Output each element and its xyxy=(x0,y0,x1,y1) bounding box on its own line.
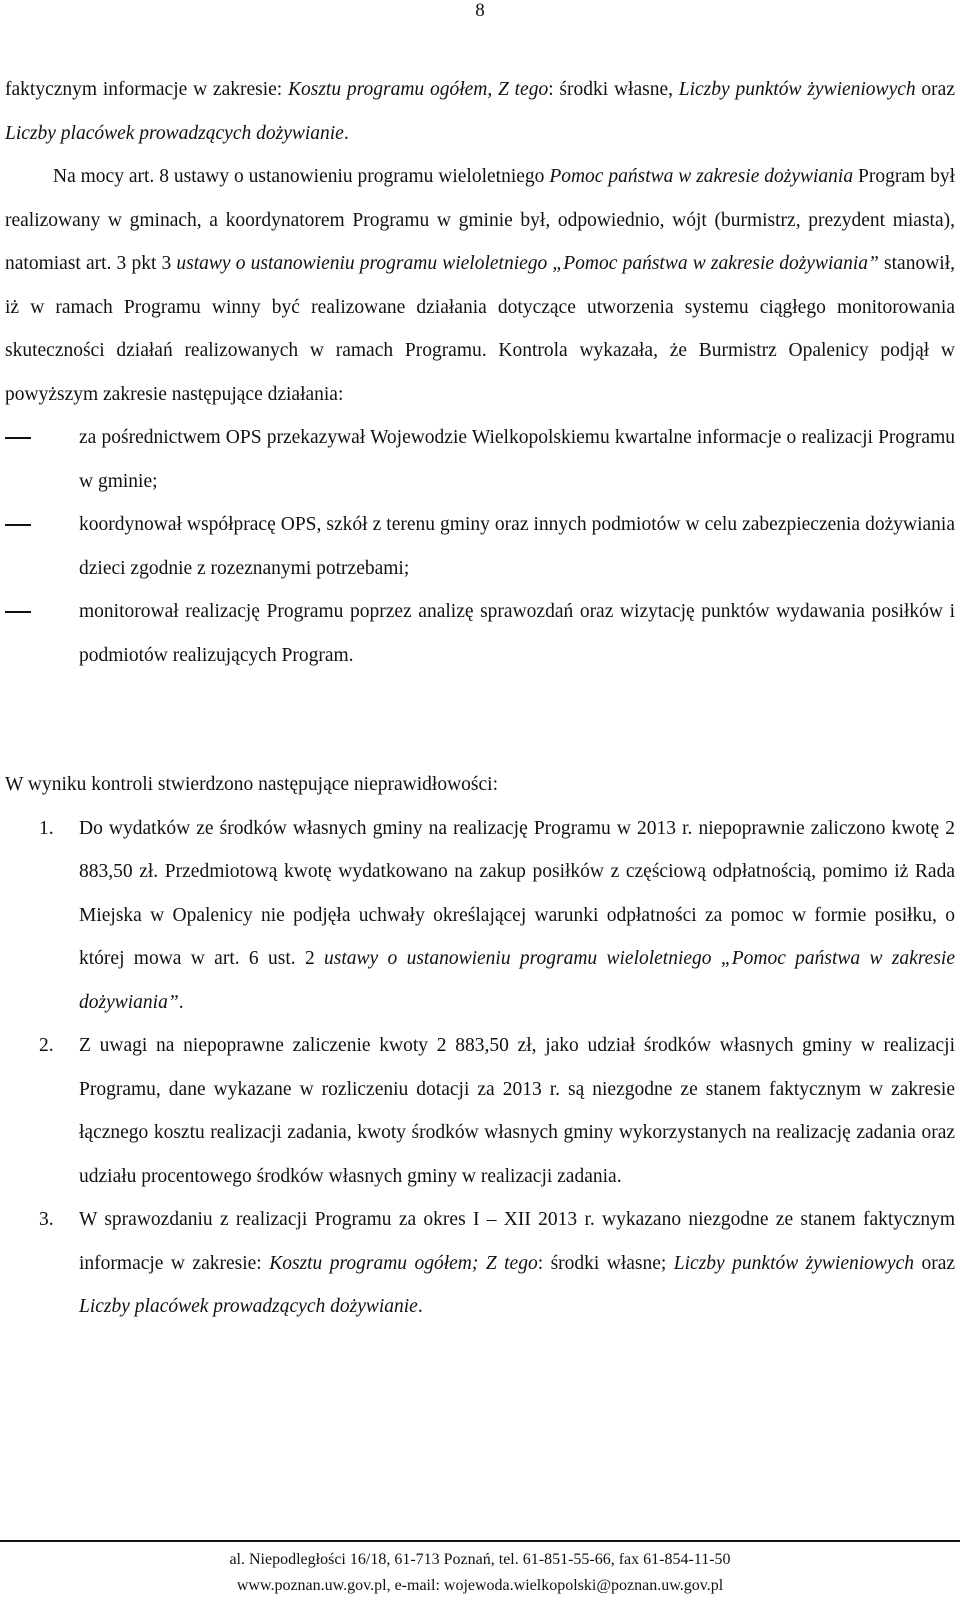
finding-text: . xyxy=(178,991,184,1013)
finding-item xyxy=(5,1024,955,1198)
dash-bullet-icon xyxy=(5,437,31,439)
finding-text: : środki własne; xyxy=(537,1252,674,1274)
finding-text: W sprawozdaniu z realizacji Programu za okres I – XII 2013 r. wykazano niezgodne ze stanem faktycznym informacje w zakresie: xyxy=(79,1209,955,1274)
actions-list xyxy=(5,416,955,677)
list-item-text: koordynował współpracę OPS, szkół z terenu gminy oraz innych podmiotów w celu zabezpieczenia dożywiania dzieci zgodnie z rozeznanymi potrzebami; xyxy=(79,514,955,579)
paragraph-1-italic: Liczby punktów żywieniowych xyxy=(678,79,916,100)
page-number: 8 xyxy=(475,0,485,21)
finding-text: . xyxy=(417,1296,423,1317)
paragraph-2-text: Program był realizowany w gminach, a koordynatorem Programu w gminie był, odpowiednio, wójt (burmistrz, prezydent miasta), natomiast art. 3 pkt 3 xyxy=(5,166,955,274)
finding-item xyxy=(5,1198,955,1329)
paragraph-1-text: faktycznym informacje w zakresie: xyxy=(5,79,288,100)
finding-italic: Kosztu programu ogółem; Z tego xyxy=(269,1252,538,1274)
paragraph-2-text: stanowił, iż w ramach Programu winny być realizowane działania dotyczące utworzenia systemu ciągłego monitorowania skuteczności działań realizowanych w ramach Programu. Kontrola wykazała, że Burmistrz Opalenicy podjął w powyższym zakresie następujące działania: xyxy=(5,253,955,405)
footer-contact: www.poznan.uw.gov.pl, e-mail: wojewoda.wielkopolski@poznan.uw.gov.pl xyxy=(236,1577,724,1594)
finding-text: oraz xyxy=(914,1252,956,1274)
dash-bullet-icon xyxy=(5,611,31,613)
finding-text: Z uwagi na niepoprawne zaliczenie kwoty 2 883,50 zł, jako udział środków własnych gminy w realizacji Programu, dane wykazane w rozliczeniu dotacji za 2013 r. są niezgodne ze stanem faktycznym w zakresie łącznego kosztu realizacji zadania, kwoty środków własnych gminy wykorzystanych na realizację zadania oraz udziału procentowego środków własnych gminy w realizacji zadania. xyxy=(79,1035,955,1187)
finding-italic: Liczby placówek prowadzących dożywianie xyxy=(79,1296,418,1317)
section-spacer xyxy=(5,677,955,763)
list-item xyxy=(5,590,955,677)
dash-bullet-icon xyxy=(5,524,31,526)
paragraph-1-italic: Kosztu programu ogółem, Z tego xyxy=(288,79,549,100)
list-item-text: monitorował realizację Programu poprzez analizę sprawozdań oraz wizytację punktów wydawania posiłków i podmiotów realizujących Program. xyxy=(79,601,955,666)
findings-intro: W wyniku kontroli stwierdzono następujące nieprawidłowości: xyxy=(5,774,498,795)
findings-list xyxy=(5,807,955,1329)
finding-text: Do wydatków ze środków własnych gminy na realizację Programu w 2013 r. niepoprawnie zaliczono kwotę 2 883,50 zł. Przedmiotową kwotę wydatkowano na zakup posiłków z częściową odpłatnością, pomimo iż Rada Miejska w Opalenicy nie podjęła uchwały określającej warunki odpłatności za pomoc w formie posiłku, o której mowa w art. 6 ust. 2 xyxy=(79,817,955,969)
list-item xyxy=(5,416,955,503)
paragraph-2-italic: Pomoc państwa w zakresie dożywiania xyxy=(549,166,854,187)
finding-number: 1. xyxy=(39,817,54,839)
paragraph-1-text: : środki własne, xyxy=(548,79,679,100)
paragraph-1-text: . xyxy=(343,122,349,144)
document-body xyxy=(5,68,955,1329)
list-item xyxy=(5,503,955,590)
paragraph-1 xyxy=(5,68,955,155)
paragraph-2-text: Na mocy art. 8 ustawy o ustanowieniu programu wieloletniego xyxy=(53,166,550,187)
footer xyxy=(0,1547,960,1599)
paragraph-2-italic: ustawy o ustanowieniu programu wieloletniego „Pomoc państwa w zakresie dożywiania” xyxy=(176,253,879,274)
finding-number: 2. xyxy=(39,1035,54,1056)
list-item-text: za pośrednictwem OPS przekazywał Wojewodzie Wielkopolskiemu kwartalne informacje o realizacji Programu w gminie; xyxy=(79,427,955,492)
footer-divider xyxy=(0,1540,960,1542)
finding-number: 3. xyxy=(39,1209,54,1230)
paragraph-1-text: oraz xyxy=(915,79,955,100)
paragraph-1-italic: Liczby placówek prowadzących dożywianie xyxy=(5,122,344,144)
finding-italic: ustawy o ustanowieniu programu wieloletniego „Pomoc państwa w zakresie dożywiania” xyxy=(79,948,955,1013)
footer-address: al. Niepodległości 16/18, 61-713 Poznań, tel. 61-851-55-66, fax 61-854-11-50 xyxy=(229,1551,731,1568)
paragraph-2 xyxy=(5,155,955,416)
finding-italic: Liczby punktów żywieniowych xyxy=(673,1252,914,1274)
finding-item xyxy=(5,807,955,1025)
